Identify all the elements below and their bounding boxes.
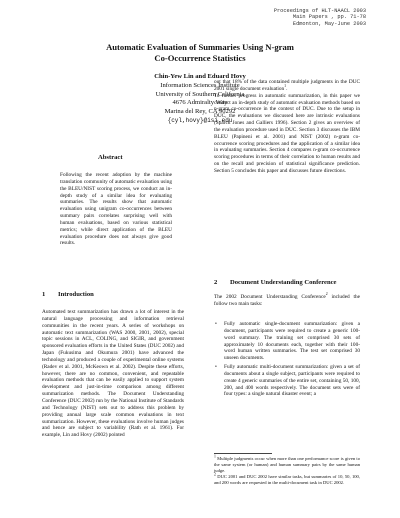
footnote-text: DUC 2001 and DUC 2002 have similar tasks, but summaries of 10, 50, 100, and 200 words are requested in the multi-document task in DUC 2002. <box>214 474 360 486</box>
footnote-divider <box>214 453 272 454</box>
footnote-ref: 2 <box>325 292 328 297</box>
author-street: 4676 Admiralty Way <box>172 99 228 107</box>
footnote-2 <box>214 474 360 486</box>
footnote-text: Multiple judgments occur when more than one performance score is given to the same system (or human) and human summary pairs by the same human judge. <box>214 456 360 473</box>
section-2-intro <box>214 294 360 308</box>
footnote-ref: 1 <box>284 84 287 89</box>
author-university: University of Southern California <box>155 90 245 98</box>
bullet: • <box>215 321 217 327</box>
proceedings-line: Proceedings of HLT-NAACL 2003 <box>273 8 366 14</box>
continuation-text: out that 18% of the data contained multiple judgments in the DUC 2001 single document evaluation <box>214 79 360 92</box>
abstract-text: Following the recent adoption by the machine translation community of automatic evaluation using the BLEU/NIST scoring process, we conduct an in-depth study of a similar idea for evaluating summaries. The results show that automatic evaluation using unigram co-occurrences between summary pairs correlates surprising well with human evaluations, based on various statistical metrics; while direct application of the BLEU evaluation procedure does not always give good results. <box>60 172 172 247</box>
paper-title <box>0 42 400 64</box>
section-1-heading <box>42 291 94 298</box>
proceedings-header <box>274 8 366 27</box>
bullet: • <box>215 364 217 371</box>
title-line: Co-Occurrence Statistics <box>154 53 246 63</box>
introduction-text: Automated text summarization has drawn a lot of interest in the natural language processing and information retrieval communities in the recent years. A series of workshops on automatic text summarization (WAS 2000, 2001, 2002), special topic sessions in ACL, COLING, and SIGIR, and government sponsored evaluation efforts in the United States (DUC 2002) and Japan (Fukusima and Okumura 2001) have advanced the technology and produced a couple of experimental online systems (Radev et al. 2001, McKeown et al. 2002). Despite these efforts, however, there are no common, convenient, and repeatable evaluation methods that can be easily applied to support system development and just-in-time comparison among different summarization methods. The Document Understanding Conference (DUC 2002) run by the National Institute of Standards and Technology (NIST) sets out to address this problem by providing annual large scale common evaluations in text summarization. However, these evaluations involve human judges and hence are subject to variability (Rath et al. 1961). For example, Lin and Hovy (2002) pointed <box>42 309 184 439</box>
title-line: Automatic Evaluation of Summaries Using N-gram <box>106 42 294 52</box>
task-list <box>214 321 360 400</box>
sentence-end: . <box>286 85 288 92</box>
list-item <box>214 364 360 398</box>
section-title: Document Understanding Conference <box>230 279 337 286</box>
proceedings-line: Edmonton, May-June 2003 <box>292 20 366 27</box>
intro-continuation <box>214 79 360 175</box>
section-2-intro-b: included the follow two main tasks: <box>214 294 360 307</box>
footnote-number: 2 <box>214 472 216 477</box>
intro-paragraph-2: To further progress in automatic summarization, in this paper we conduct an in-depth study of automatic evaluation methods based on n-gram co-occurrence in the context of DUC. Due to the setup in DUC, the evaluations we discussed here are intrinsic evaluations (Spärck Jones and Galliers 1996). Section 2 gives an overview of the evaluation procedure used in DUC. Section 3 discusses the IBM BLEU (Papineni et al. 2001) and NIST (2002) n-gram co-occurrence scoring procedures and the application of a similar idea in evaluating summaries. Section 4 compares n-gram co-occurrence scoring procedures in terms of their correlation to human results and on the recall and precision of statistical significance prediction. Section 5 concludes this paper and discusses future directions. <box>214 92 360 174</box>
author-email: {cyl,hovy}@isi.edu <box>167 116 233 124</box>
footnote-1 <box>214 456 360 473</box>
list-item <box>214 321 360 362</box>
section-2-intro-a: The 2002 Document Understanding Conference <box>214 294 326 300</box>
section-number: 1 <box>42 291 46 298</box>
footnote-number: 1 <box>214 454 216 459</box>
author-affiliation: Information Sciences Institute <box>160 81 240 89</box>
section-2-heading <box>214 279 336 286</box>
footnotes <box>214 456 360 487</box>
proceedings-line: Main Papers , pp. 71-78 <box>292 14 366 21</box>
abstract-heading: Abstract <box>98 154 123 161</box>
author-names: Chin-Yew Lin and Eduard Hovy <box>154 73 246 80</box>
section-title: Introduction <box>58 291 94 298</box>
section-number: 2 <box>214 279 218 286</box>
author-city: Marina del Rey, CA 90292 <box>164 108 236 116</box>
list-item-text: Fully automatic multi-document summarization: given a set of documents about a single subject, participants were required to create 4 generic summaries of the entire set, containing 50, 100, 200, and 400 words respectively. The document sets were of four types: a single natural disaster event; a <box>224 364 360 398</box>
list-item-text: Fully automatic single-document summarization: given a document, participants were required to create a generic 100-word summary. The training set comprised 30 sets of approximately 10 documents each, together with their 100-word human written summaries. The test set comprised 30 unseen documents. <box>224 321 360 362</box>
